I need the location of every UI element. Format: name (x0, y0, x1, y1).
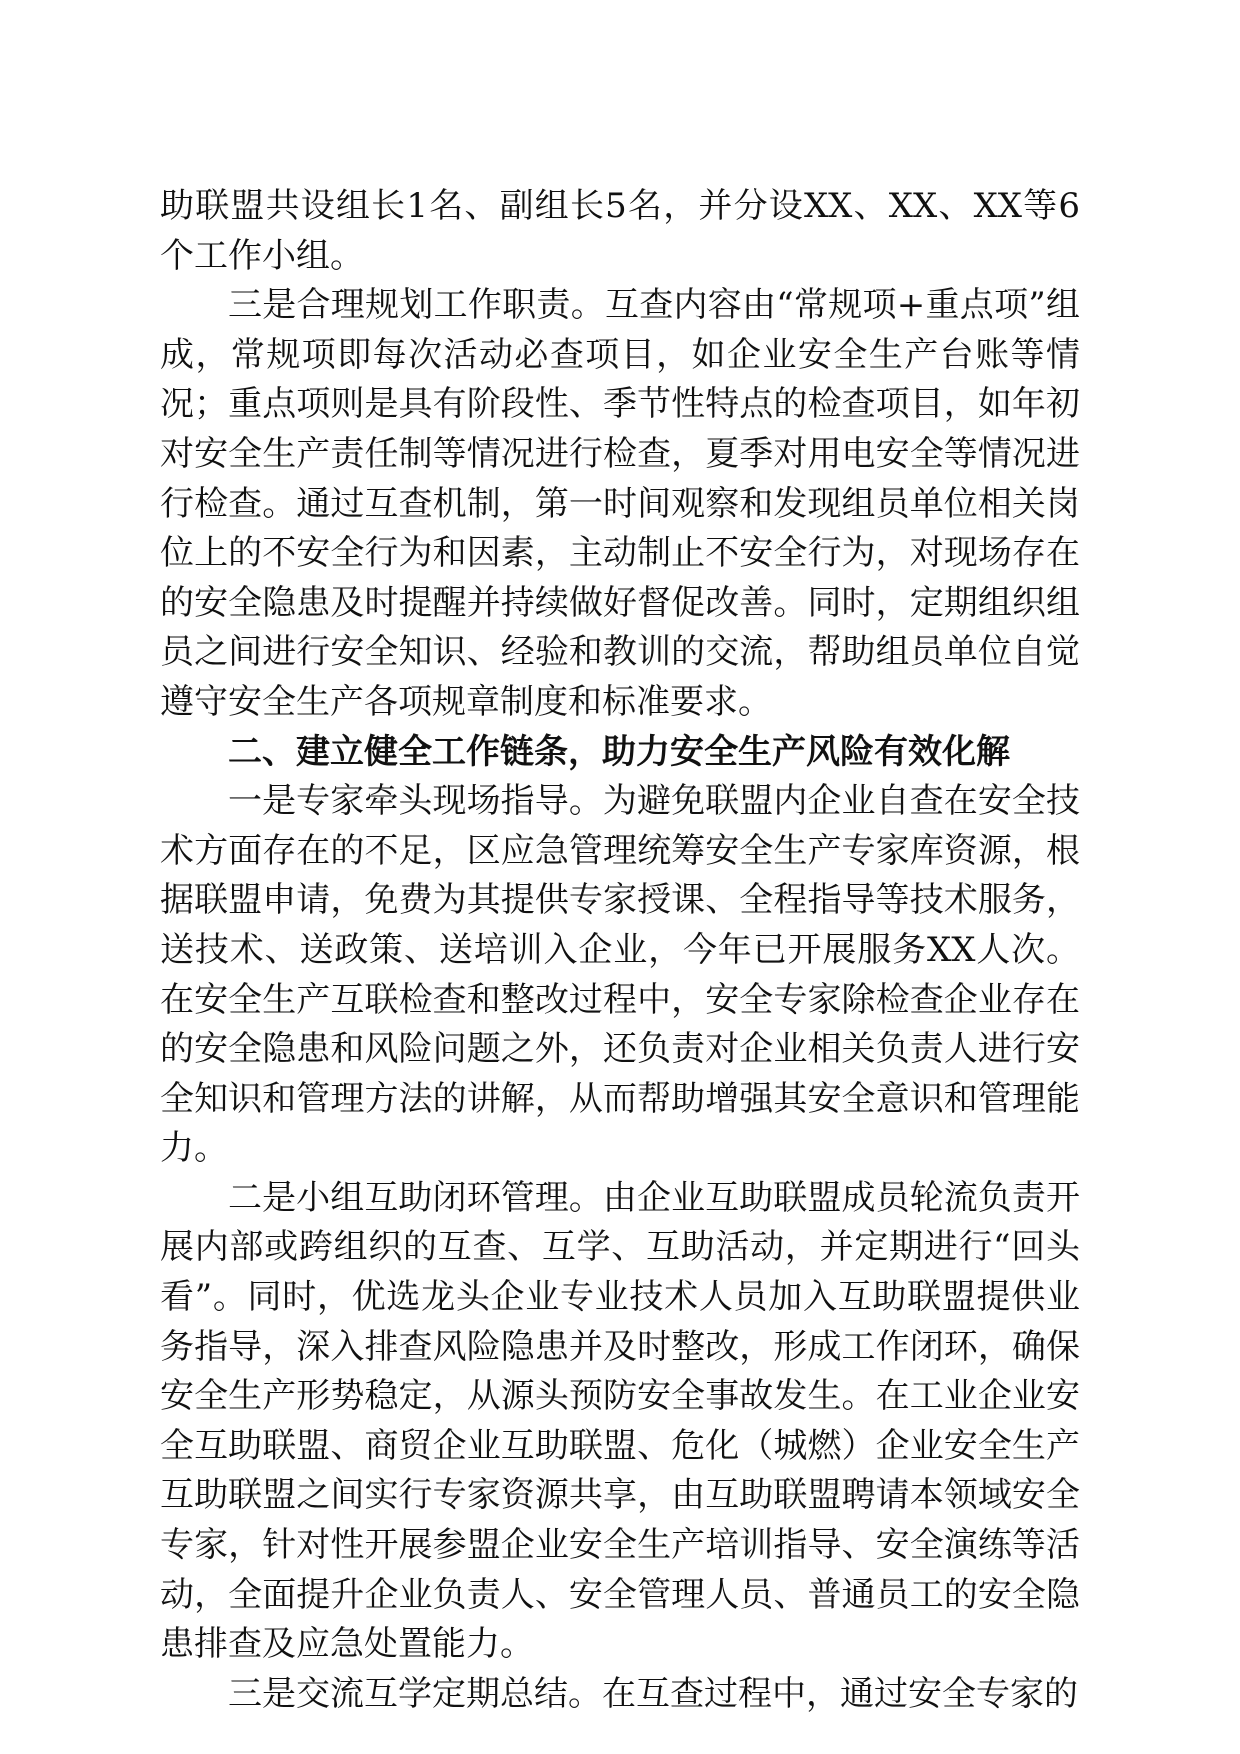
paragraph-expert-guidance: 一是专家牵头现场指导。为避免联盟内企业自查在安全技术方面存在的不足，区应急管理统筹安全生产专家库资源，根据联盟申请，免费为其提供专家授课、全程指导等技术服务，送技术、送政策、送培训入企业，今年已开展服务XX人次。在安全生产互联检查和整改过程中，安全专家除检查企业存在的安全隐患和风险问题之外，还负责对企业相关负责人进行安全知识和管理方法的讲解，从而帮助增强其安全意识和管理能力。 (160, 781, 1080, 1169)
paragraph-closed-loop: 二是小组互助闭环管理。由企业互助联盟成员轮流负责开展内部或跨组织的互查、互学、互助活动，并定期进行“回头看”。同时，优选龙头企业专业技术人员加入互助联盟提供业务指导，深入排查风险隐患并及时整改，形成工作闭环，确保安全生产形势稳定，从源头预防安全事故发生。在工业企业安全互助联盟、商贸企业互助联盟、危化（城燃）企业安全生产互助联盟之间实行专家资源共享，由互助联盟聘请本领域安全专家，针对性开展参盟企业安全生产培训指导、安全演练等活动，全面提升企业负责人、安全管理人员、普通员工的安全隐患排查及应急处置能力。 (160, 1177, 1080, 1665)
paragraph-exchange-summary: 三是交流互学定期总结。在互查过程中，通过安全专家的 (228, 1673, 1078, 1714)
paragraph-continued: 助联盟共设组长1名、副组长5名，并分设XX、XX、XX等6个工作小组。 (160, 186, 1080, 276)
document-page (160, 182, 1080, 1719)
section-heading-2: 二、建立健全工作链条，助力安全生产风险有效化解 (228, 731, 1010, 772)
paragraph-work-duties: 三是合理规划工作职责。互查内容由“常规项+重点项”组成，常规项即每次活动必查项目，如企业安全生产台账等情况；重点项则是具有阶段性、季节性特点的检查项目，如年初对安全生产责任制等情况进行检查，夏季对用电安全等情况进行检查。通过互查机制，第一时间观察和发现组员单位相关岗位上的不安全行为和因素，主动制止不安全行为，对现场存在的安全隐患及时提醒并持续做好督促改善。同时，定期组织组员之间进行安全知识、经验和教训的交流，帮助组员单位自觉遵守安全生产各项规章制度和标准要求。 (160, 285, 1080, 722)
